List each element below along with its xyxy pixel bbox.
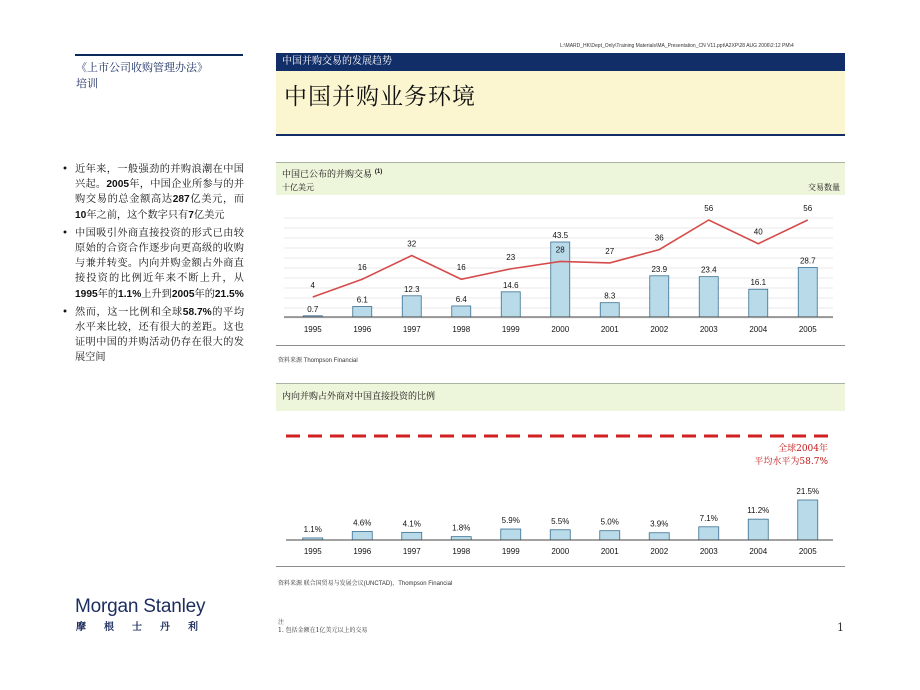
bar-value-label: 43.5	[552, 231, 569, 240]
bullet-text-run: 的平均水平来比较，还有很大的差距。这也证明中国的并购活动仍存在很大的发展空间	[75, 306, 245, 364]
bullet-bold-run: 2005	[106, 179, 130, 191]
share-value-label: 5.0%	[600, 517, 619, 527]
left-title	[76, 60, 246, 92]
chart1-footnote-mark: (1)	[374, 169, 383, 175]
chart1-left-unit: 十亿美元	[282, 183, 314, 192]
bullet-list	[62, 162, 244, 369]
count-value-label: 36	[654, 233, 664, 243]
x-tick-label: 2000	[551, 325, 570, 334]
count-value-label: 16	[456, 263, 466, 273]
x-tick-label: 1996	[353, 325, 372, 334]
value-bar	[600, 303, 619, 317]
bullet-text-run: 年，中国企业所参与的并购交易的总金额高达	[75, 179, 245, 206]
file-path: L:\MARD_HK\Dept_Only\Training Materials\MA_Presentation_CN V11.ppt\A2XP\28 AUG 2006\2:12 PM\4	[560, 43, 794, 49]
bar-value-label: 6.1	[356, 295, 368, 305]
share-value-label: 4.1%	[402, 519, 421, 529]
bullet-text-run: 年之前，这个数字只有	[86, 209, 189, 221]
count-value-label: 16	[357, 263, 367, 273]
x-tick-label: 2005	[798, 547, 817, 556]
x-tick-label: 2003	[699, 547, 718, 556]
value-bar	[501, 292, 520, 317]
left-title-line1: 《上市公司收购管理办法》	[76, 61, 208, 74]
bullet-item	[62, 305, 244, 366]
share-bar	[748, 519, 768, 540]
bullet-bold-run: 2005	[171, 288, 195, 300]
bullet-text-run: 上升到	[141, 288, 172, 300]
x-tick-label: 1997	[402, 325, 421, 334]
count-value-label: 56	[704, 204, 714, 213]
share-bar	[550, 530, 570, 540]
value-bar	[699, 277, 718, 317]
share-value-label: 5.9%	[501, 516, 520, 526]
share-bar	[402, 532, 422, 540]
bar-value-label: 0.7	[307, 304, 319, 314]
left-title-line2: 培训	[76, 77, 98, 90]
share-bar	[501, 529, 521, 540]
x-tick-label: 1999	[501, 325, 520, 334]
bullet-bold-run: 1995	[75, 288, 98, 300]
reference-label-line2: 平均水平为58.7%	[754, 457, 828, 467]
count-value-label: 32	[407, 239, 417, 249]
bar-value-label: 28.7	[799, 256, 816, 266]
logo-char: 士	[132, 622, 142, 633]
bullet-bold-run: 58.7%	[182, 306, 212, 318]
bar-value-label: 23.4	[700, 265, 717, 275]
count-value-label: 28	[555, 245, 565, 255]
share-value-label: 7.1%	[699, 513, 718, 523]
count-value-label: 40	[753, 227, 763, 237]
value-bar	[452, 306, 471, 317]
x-tick-label: 1995	[303, 325, 322, 334]
title-rule	[276, 134, 845, 136]
x-tick-label: 2002	[650, 325, 669, 334]
left-title-rule	[75, 54, 243, 56]
x-tick-label: 1998	[452, 325, 471, 334]
chart1-title	[282, 167, 382, 180]
chart2-bottom-rule	[276, 566, 845, 567]
bar-value-label: 8.3	[604, 291, 616, 301]
share-bar	[451, 537, 471, 540]
bullet-text-run: 然而，这一比例和全球	[75, 306, 183, 318]
share-bar	[352, 531, 372, 540]
share-bar	[699, 527, 719, 540]
x-tick-label: 2003	[699, 325, 718, 334]
x-tick-label: 1999	[501, 547, 520, 556]
x-tick-label: 1996	[353, 547, 372, 556]
count-value-label: 27	[605, 246, 615, 256]
bullet-bold-run: 21.5%	[214, 288, 244, 300]
share-value-label: 11.2%	[747, 506, 770, 516]
x-tick-label: 2001	[600, 547, 619, 556]
value-bar	[650, 276, 669, 317]
chart1-bottom-rule	[276, 345, 845, 346]
logo-char: 丹	[160, 622, 170, 633]
chart1-right-unit: 交易数量	[808, 183, 840, 192]
count-value-label: 4	[310, 281, 315, 290]
bullet-item	[62, 162, 244, 223]
bullet-text-run: 中国吸引外商直接投资的形式已由较原始的合资合作逐步向更高级的收购与兼并转变。内向并购金额占外商直接投资的比例近年来不断上升，从	[75, 227, 244, 285]
x-tick-label: 1997	[402, 547, 421, 556]
bar-value-label: 12.3	[403, 284, 420, 294]
share-value-label: 5.5%	[551, 516, 570, 526]
reference-label-line1: 全球2004年	[778, 444, 828, 454]
chart1-source: 资料来源 Thompson Financial	[278, 358, 358, 364]
footnote-label: 注	[278, 619, 285, 626]
x-tick-label: 2002	[650, 547, 669, 556]
bullet-item	[62, 226, 244, 302]
chart1-svg	[276, 196, 845, 341]
bullet-text-run: 亿美元	[193, 209, 225, 221]
share-value-label: 21.5%	[796, 487, 820, 496]
footnote	[278, 619, 367, 635]
share-value-label: 3.9%	[650, 519, 669, 529]
page-title: 中国并购业务环境	[284, 84, 476, 110]
bullet-text-run: 年的	[194, 288, 215, 300]
value-bar	[749, 289, 768, 317]
chart2-title: 内向并购占外商对中国直接投资的比例	[282, 392, 436, 402]
page-number: 1	[837, 621, 844, 634]
count-value-label: 23	[506, 252, 516, 262]
bullet-text-run: 近年来，一般强劲的并购浪潮在中国兴起。	[75, 164, 244, 191]
chart2-source: 资料来源 联合国贸易与发展会议(UNCTAD)、Thompson Financial	[278, 581, 453, 587]
share-value-label: 1.8%	[452, 523, 471, 533]
x-tick-label: 2004	[749, 325, 768, 334]
share-bar	[798, 500, 818, 540]
bullet-bold-run: 10	[75, 209, 87, 221]
bullet-bold-run: 287	[172, 194, 190, 206]
x-tick-label: 2005	[798, 325, 817, 334]
bullet-text-run: 年的	[97, 288, 119, 300]
logo-char: 摩	[76, 622, 86, 633]
count-value-label: 56	[803, 204, 813, 213]
x-tick-label: 2001	[600, 325, 619, 334]
share-value-label: 1.1%	[303, 524, 322, 534]
value-bar	[798, 268, 817, 317]
bullet-bold-run: 7	[188, 209, 194, 221]
x-tick-label: 2004	[749, 547, 768, 556]
x-tick-label: 2000	[551, 547, 570, 556]
section-bar: 中国并购交易的发展趋势	[276, 53, 845, 71]
bar-value-label: 6.4	[455, 294, 467, 304]
logo-char: 根	[104, 622, 114, 633]
share-value-label: 4.6%	[353, 518, 372, 528]
x-tick-label: 1995	[303, 547, 322, 556]
logo-char: 利	[188, 622, 198, 633]
bar-value-label: 23.9	[651, 264, 668, 274]
x-tick-label: 1998	[452, 547, 471, 556]
chart1-title-text: 中国已公布的并购交易	[282, 170, 373, 180]
value-bar	[353, 306, 372, 317]
footnote-item: 1. 包括金额在1亿美元以上的交易	[278, 627, 368, 634]
morgan-stanley-logo: Morgan Stanley	[75, 596, 206, 617]
share-bar	[649, 533, 669, 540]
share-bar	[600, 531, 620, 540]
logo-chinese-name	[76, 618, 198, 633]
value-bar	[402, 296, 421, 317]
bullet-bold-run: 1.1%	[118, 288, 142, 300]
chart2-reference-label	[754, 443, 828, 469]
bar-value-label: 16.1	[750, 278, 767, 288]
bar-value-label: 14.6	[502, 280, 519, 290]
bullet-text-run: 亿美元，而	[189, 194, 245, 206]
chart2-svg	[276, 412, 845, 560]
